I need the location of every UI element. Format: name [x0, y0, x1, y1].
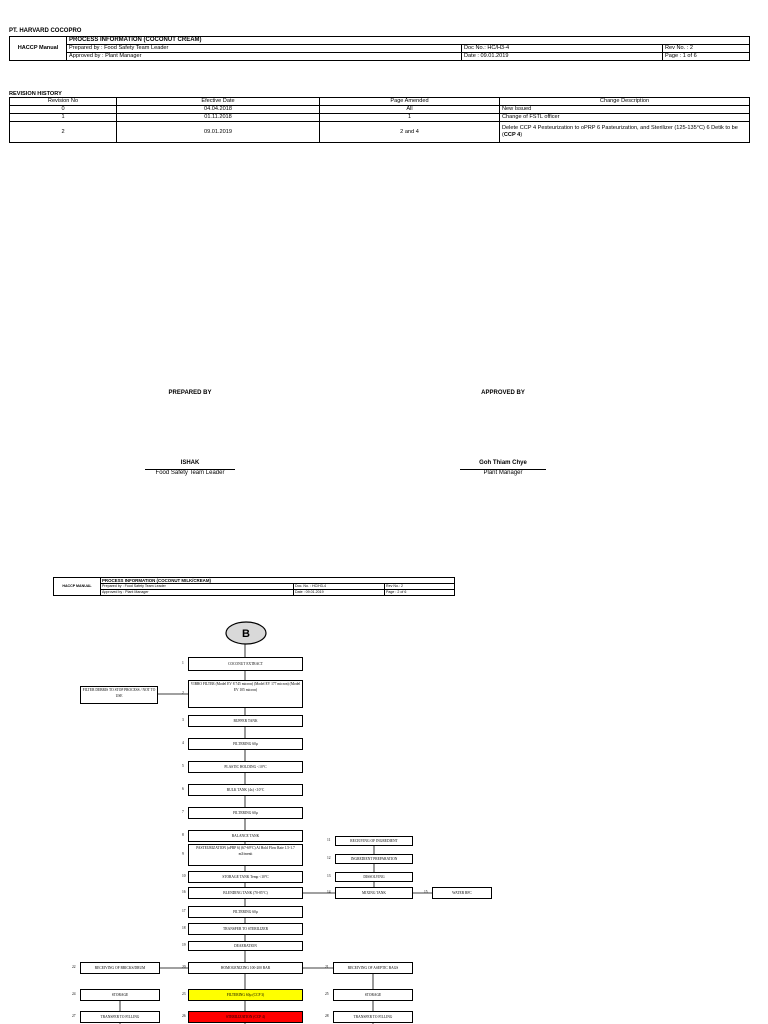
doc-no: Doc No.: HC/H3-4 [462, 45, 663, 53]
flow-step: STORAGE [80, 989, 160, 1001]
flow-step-number: 13 [327, 874, 331, 878]
approved-name: Goh Thiam Chye [479, 460, 527, 466]
flow-step: HOMOGENIZING 100-200 BAR [188, 962, 303, 974]
flow-step-number: 20 [182, 965, 186, 969]
flow-step: RECEIVING OF INGREDIENT [335, 836, 413, 846]
flow-step-number: 5 [182, 764, 184, 768]
flow-step: VIBRO FILTER (Model EV 8 745 micron) (Model EV 177 micron) (Model EV 105 micron) [188, 680, 303, 708]
manual-label: HACCP Manual [10, 37, 67, 61]
revision-no: 0 [10, 106, 117, 114]
flow-step: BLENDING TANK (70-85°C) [188, 887, 303, 899]
document-header [9, 36, 750, 61]
change-description: Change of FSTL officer [500, 114, 750, 122]
change-description: New Issued [500, 106, 750, 114]
flow-step: FILTERING 60µ [188, 906, 303, 918]
col-effective-date: Efective Date [117, 98, 320, 106]
flow-step-number: 8 [182, 833, 184, 837]
flow-step: BALANCE TANK [188, 830, 303, 842]
embedded-title: PROCESS INFORMATION (COCONUT MILK/CREAM) [101, 578, 455, 584]
page-amended: 2 and 4 [320, 122, 500, 143]
page-amended: 1 [320, 114, 500, 122]
flow-step-number: 7 [182, 810, 184, 814]
col-change-description: Change Description [500, 98, 750, 106]
flow-step-number: 3 [182, 718, 184, 722]
change-description: Delete CCP 4 Pesteurization to oPRP 6 Pasteurization, and Sterilizer (125-135°C) 6 Detik to be (CCP 4) [500, 122, 750, 143]
effective-date: 04.04.2018 [117, 106, 320, 114]
approved-by: Approved by : Plant Manager [67, 53, 462, 61]
flow-step: BUFFER TANK [188, 715, 303, 727]
flow-step-number: 21 [325, 965, 329, 969]
flow-step-number: 19 [182, 943, 186, 947]
flow-step: PASTEURIZATION (oPRP 6) (67-69°C) Al Hold Flow Rate 1.5-1.7 m3/menit [188, 844, 303, 866]
embedded-page: Page : 2 of 6 [385, 590, 455, 596]
prepared-name: ISHAK [180, 460, 200, 466]
flow-step-number: 4 [182, 741, 184, 745]
embedded-prepared: Prepared by : Food Safety Team Leader [101, 584, 294, 590]
embedded-approved: Approved by : Plant Manager [101, 590, 294, 596]
table-row [10, 106, 750, 114]
flow-step-number: 11 [327, 838, 331, 842]
flow-step: TRANSFER TO STERILIZER [188, 923, 303, 935]
flow-step-number: 1 [182, 661, 184, 665]
flow-step: TRANSFER TO FILLING [80, 1011, 160, 1023]
flow-step-number: 23 [182, 992, 186, 996]
approved-role: Plant Manager [460, 469, 546, 476]
start-node-label: B [242, 628, 250, 640]
flow-step: STORAGE [333, 989, 413, 1001]
flow-step-number: 2 [182, 691, 184, 695]
revision-header-row [10, 98, 750, 106]
revision-no: 1 [10, 114, 117, 122]
embedded-date: Date : 09.01.2019 [294, 590, 385, 596]
flow-step: WATER RFC [432, 887, 492, 899]
doc-date: Date : 09.01.2019 [462, 53, 663, 61]
flow-step: DISSOLVING [335, 872, 413, 882]
flow-step-number: 22 [72, 965, 76, 969]
approved-by-label: APPROVED BY [481, 390, 525, 396]
col-page-amended: Page Amended [320, 98, 500, 106]
embedded-doc: Doc. No. : HC/H3-4 [294, 584, 385, 590]
flow-step-number: 18 [182, 926, 186, 930]
page-number: Page : 1 of 6 [663, 53, 750, 61]
side-note: FILTER DEBRIS TO STOP PROCESS / NOT TO USE [80, 686, 158, 704]
flow-step: STERILIZATION (CCP 4) [188, 1011, 303, 1023]
revision-history-label: REVISION HISTORY [9, 91, 62, 97]
company-name: PT. HARVARD COCOPRO [9, 28, 82, 34]
flow-step: PLASTIC HOLDING <10°C [188, 761, 303, 773]
flow-step-number: 10 [182, 874, 186, 878]
page-amended: All [320, 106, 500, 114]
flow-step-number: 16 [182, 890, 186, 894]
flow-step: INGREDIENT PREPARATION [335, 854, 413, 864]
document-title: PROCESS INFORMATION (COCONUT CREAM) [67, 37, 750, 45]
flow-step: MIXING TANK [335, 887, 413, 899]
prepared-by-label: PREPARED BY [168, 390, 212, 396]
flow-step-number: 26 [182, 1014, 186, 1018]
flow-connectors [0, 600, 768, 1024]
flow-step: FILTERING 60µ (CCP 3) [188, 989, 303, 1001]
embedded-manual-label: HACCP MANUAL [54, 578, 101, 596]
table-row [10, 114, 750, 122]
flow-step-number: 25 [325, 992, 329, 996]
flow-step: COCONUT EXTRACT [188, 657, 303, 671]
flow-step: TRANSFER TO FILLING [333, 1011, 413, 1023]
flow-step-number: 12 [327, 856, 331, 860]
flow-step-number: 28 [325, 1014, 329, 1018]
table-row [10, 122, 750, 143]
effective-date: 09.01.2019 [117, 122, 320, 143]
flow-step-number: 17 [182, 909, 186, 913]
flow-step-number: 14 [327, 890, 331, 894]
flow-step-number: 27 [72, 1014, 76, 1018]
col-revision-no: Revision No [10, 98, 117, 106]
effective-date: 01.11.2018 [117, 114, 320, 122]
flow-step-number: 24 [72, 992, 76, 996]
revision-no: 2 [10, 122, 117, 143]
rev-no: Rev No. : 2 [663, 45, 750, 53]
prepared-by: Prepared by : Food Safety Team Leader [67, 45, 462, 53]
flow-step: BULK TANK (4x) <10°C [188, 784, 303, 796]
flow-step-number: 9 [182, 852, 184, 856]
flow-step: DEAERATION [188, 941, 303, 951]
flow-step: STORAGE TANK Temp <10°C [188, 871, 303, 883]
flow-step: RECEIVING OF BRICKS/DRUM [80, 962, 160, 974]
revision-history-table [9, 97, 750, 143]
flow-step: FILTERING 60µ [188, 738, 303, 750]
flow-step: RECEIVING OF ASEPTIC BAGS [333, 962, 413, 974]
flow-step-number: 6 [182, 787, 184, 791]
embedded-rev: Rev No.: 2 [385, 584, 455, 590]
flow-step: FILTERING 60µ [188, 807, 303, 819]
process-flow-diagram [0, 600, 768, 1024]
prepared-role: Food Safety Team Leader [145, 469, 235, 476]
flow-step-number: 15 [424, 890, 428, 894]
